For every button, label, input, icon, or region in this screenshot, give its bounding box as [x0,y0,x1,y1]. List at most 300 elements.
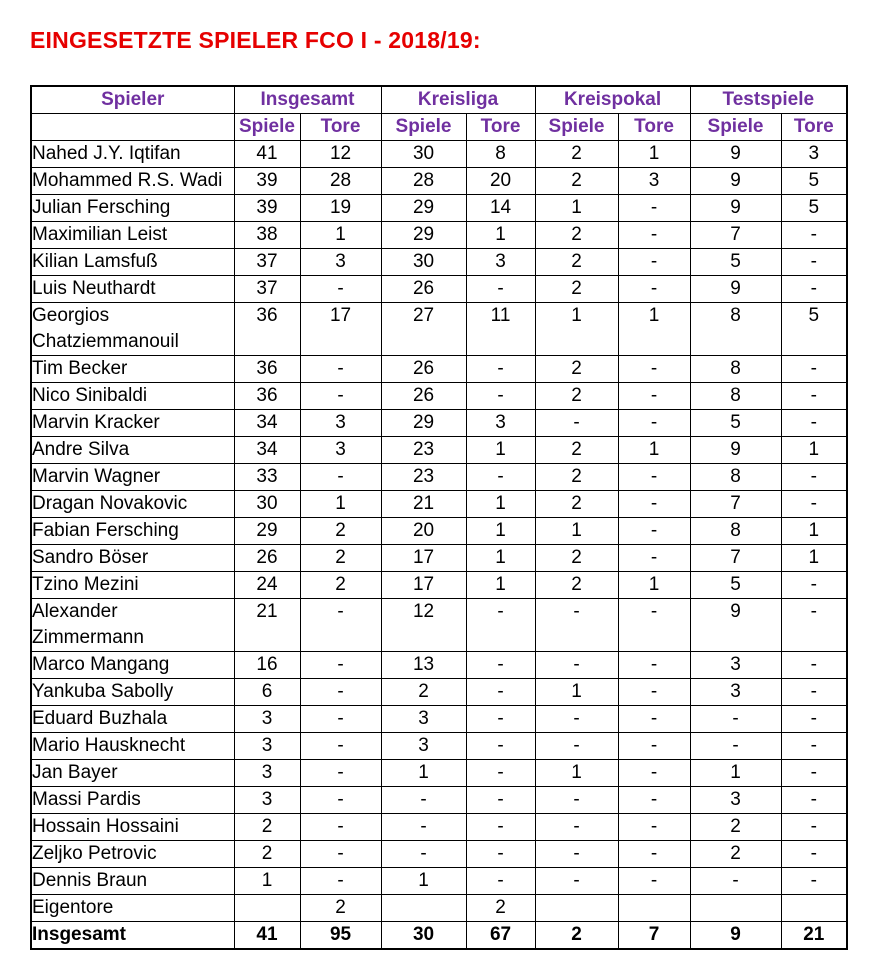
stat-cell: - [618,410,690,437]
stat-cell: - [781,706,847,733]
sub-header-tore-insgesamt: Tore [300,114,381,141]
table-row [31,841,847,868]
stat-cell: 2 [535,437,618,464]
stat-cell: - [300,276,381,303]
stat-cell: - [618,787,690,814]
stat-cell: 9 [690,276,781,303]
stat-cell: 7 [690,545,781,572]
stat-cell: 34 [234,410,300,437]
stat-cell: 3 [234,733,300,760]
stat-cell: 2 [535,168,618,195]
stat-cell: 13 [381,652,466,679]
stat-cell: - [466,679,535,706]
stat-cell: 1 [781,545,847,572]
sub-header-row [31,114,847,141]
stat-cell: - [618,464,690,491]
stat-cell: - [781,652,847,679]
stat-cell: - [781,868,847,895]
stat-cell: 14 [466,195,535,222]
stat-cell: 8 [690,464,781,491]
stat-cell: - [300,383,381,410]
stat-cell: - [781,410,847,437]
stat-cell: - [618,276,690,303]
header-testspiele: Testspiele [690,86,847,114]
stat-cell: 1 [618,141,690,168]
stat-cell: 2 [381,679,466,706]
stat-cell: - [618,599,690,652]
stat-cell: 39 [234,168,300,195]
stat-cell: 37 [234,249,300,276]
stat-cell: 2 [300,518,381,545]
stat-cell: 1 [535,303,618,356]
sub-header-spiele-insgesamt: Spiele [234,114,300,141]
stat-cell: 26 [381,356,466,383]
table-row [31,814,847,841]
stat-cell: 6 [234,679,300,706]
stat-cell: - [466,464,535,491]
stat-cell: - [300,787,381,814]
player-name-cell: Luis Neuthardt [31,276,234,303]
stat-cell: 5 [781,168,847,195]
player-name-cell: Jan Bayer [31,760,234,787]
stat-cell: - [300,706,381,733]
stat-cell: 27 [381,303,466,356]
stat-cell: - [535,706,618,733]
stat-cell: 20 [381,518,466,545]
player-name-cell: Nico Sinibaldi [31,383,234,410]
stat-cell: - [466,652,535,679]
stat-cell: 2 [535,464,618,491]
stat-cell [690,895,781,922]
stat-cell: 1 [300,491,381,518]
stat-cell: 9 [690,437,781,464]
stat-cell: 30 [381,141,466,168]
stat-cell: 95 [300,922,381,950]
stat-cell: - [618,814,690,841]
stat-cell: 12 [381,599,466,652]
table-row [31,518,847,545]
header-kreispokal: Kreispokal [535,86,690,114]
stat-cell: - [618,760,690,787]
stat-cell: 17 [381,572,466,599]
stat-cell: 2 [535,545,618,572]
stat-cell: 3 [234,760,300,787]
table-row [31,410,847,437]
player-name-cell: Nahed J.Y. Iqtifan [31,141,234,168]
sub-header-spiele-testspiele: Spiele [690,114,781,141]
table-row [31,303,847,356]
stat-cell: - [781,733,847,760]
player-name-cell: Massi Pardis [31,787,234,814]
stat-cell: - [466,841,535,868]
stat-cell: - [618,868,690,895]
stat-cell: 34 [234,437,300,464]
stat-cell: 17 [381,545,466,572]
stat-cell: - [781,249,847,276]
stat-cell: 3 [690,787,781,814]
stat-cell: 36 [234,383,300,410]
stat-cell: - [618,222,690,249]
table-row [31,760,847,787]
stat-cell [781,895,847,922]
stat-cell: - [781,383,847,410]
stat-cell: 1 [535,760,618,787]
stat-cell [618,895,690,922]
stat-cell: 36 [234,303,300,356]
stat-cell: 9 [690,195,781,222]
table-row [31,168,847,195]
group-header-row [31,86,847,114]
stat-cell: - [466,814,535,841]
stat-cell: 21 [781,922,847,950]
stat-cell: 8 [690,518,781,545]
stat-cell: - [618,679,690,706]
stat-cell: 3 [234,787,300,814]
stat-cell: 3 [300,437,381,464]
stat-cell: - [300,814,381,841]
stat-cell: - [781,491,847,518]
stat-cell: 17 [300,303,381,356]
stat-cell: 1 [466,437,535,464]
player-name-cell: Marvin Wagner [31,464,234,491]
stat-cell: - [535,733,618,760]
stat-cell: - [300,356,381,383]
stat-cell: - [618,841,690,868]
stat-cell: 1 [234,868,300,895]
sub-header-empty [31,114,234,141]
stat-cell: - [300,679,381,706]
sub-header-tore-kreisliga: Tore [466,114,535,141]
stat-cell [234,895,300,922]
table-row [31,599,847,652]
stat-cell: 7 [690,222,781,249]
stat-cell: 1 [466,545,535,572]
stat-cell: 1 [300,222,381,249]
stat-cell: 2 [535,491,618,518]
table-row [31,868,847,895]
stat-cell: 1 [690,760,781,787]
stat-cell: 5 [690,572,781,599]
player-name-cell: Yankuba Sabolly [31,679,234,706]
stat-cell: - [466,787,535,814]
stat-cell: 8 [690,356,781,383]
stat-cell: 33 [234,464,300,491]
player-name-cell: Fabian Fersching [31,518,234,545]
player-name-cell: Insgesamt [31,922,234,950]
stat-cell: 20 [466,168,535,195]
stat-cell: 3 [381,706,466,733]
stat-cell: 1 [781,518,847,545]
stat-cell: 29 [234,518,300,545]
page-title: EINGESETZTE SPIELER FCO I - 2018/19: [30,27,481,53]
stat-cell: - [781,841,847,868]
stat-cell: 9 [690,168,781,195]
player-name-cell: Tzino Mezini [31,572,234,599]
stat-cell: 30 [234,491,300,518]
stat-cell: 2 [535,249,618,276]
stat-cell: - [300,733,381,760]
stat-cell: 12 [300,141,381,168]
stat-cell: 5 [690,410,781,437]
stat-cell: 2 [300,572,381,599]
table-row [31,249,847,276]
stat-cell: - [618,652,690,679]
table-row [31,195,847,222]
stat-cell: - [781,222,847,249]
stat-cell: 38 [234,222,300,249]
stat-cell: 1 [466,222,535,249]
stat-cell: 2 [690,814,781,841]
stat-cell: 2 [300,895,381,922]
stat-cell: 1 [535,679,618,706]
table-row [31,545,847,572]
stat-cell: - [781,356,847,383]
stat-cell: 3 [381,733,466,760]
stat-cell: - [535,787,618,814]
stat-cell: 39 [234,195,300,222]
stat-cell: - [618,383,690,410]
stat-cell: - [618,195,690,222]
stat-cell: 2 [535,276,618,303]
stat-cell: 29 [381,410,466,437]
table-row [31,491,847,518]
player-name-cell: Dragan Novakovic [31,491,234,518]
stat-cell: 5 [690,249,781,276]
player-name-cell: Dennis Braun [31,868,234,895]
stat-cell: 1 [381,760,466,787]
totals-row [31,922,847,950]
table-row [31,652,847,679]
stat-cell: - [300,464,381,491]
table-row [31,383,847,410]
header-spieler: Spieler [31,86,234,114]
table-row [31,733,847,760]
stat-cell: 1 [381,868,466,895]
table-row [31,276,847,303]
stat-cell: 5 [781,195,847,222]
stat-cell: - [781,464,847,491]
stat-cell: 21 [234,599,300,652]
stat-cell: 2 [535,922,618,950]
stat-cell: - [300,599,381,652]
stat-cell: - [381,787,466,814]
stat-cell: 1 [618,572,690,599]
player-name-cell: Tim Becker [31,356,234,383]
header-kreisliga: Kreisliga [381,86,535,114]
stat-cell: 26 [381,383,466,410]
stat-cell: - [781,572,847,599]
player-name-cell: Alexander Zimmermann [31,599,234,652]
stat-cell: - [618,249,690,276]
stat-cell: - [690,706,781,733]
stat-cell: 2 [234,814,300,841]
stat-cell: - [535,410,618,437]
player-name-cell: Zeljko Petrovic [31,841,234,868]
stat-cell: 28 [300,168,381,195]
player-table-body [31,141,847,950]
sub-header-tore-kreispokal: Tore [618,114,690,141]
stat-cell: 7 [690,491,781,518]
player-name-cell: Maximilian Leist [31,222,234,249]
sub-header-tore-testspiele: Tore [781,114,847,141]
stat-cell: - [618,706,690,733]
stat-cell: 67 [466,922,535,950]
stat-cell: 2 [300,545,381,572]
stat-cell: 29 [381,222,466,249]
stat-cell: - [466,868,535,895]
players-table [30,85,848,950]
stat-cell: - [466,383,535,410]
player-name-cell: Kilian Lamsfuß [31,249,234,276]
stat-cell: - [381,814,466,841]
stat-cell: 1 [535,195,618,222]
stat-cell: 1 [618,437,690,464]
stat-cell: 2 [234,841,300,868]
stat-cell: 8 [690,303,781,356]
stat-cell: - [618,356,690,383]
stat-cell: - [300,841,381,868]
stat-cell: 1 [466,491,535,518]
stat-cell: 11 [466,303,535,356]
table-row [31,141,847,168]
stat-cell: 1 [535,518,618,545]
stat-cell: 1 [618,303,690,356]
player-name-cell: Julian Fersching [31,195,234,222]
stat-cell: - [781,760,847,787]
stat-cell: 2 [535,141,618,168]
stat-cell: - [690,868,781,895]
stat-cell: 3 [466,410,535,437]
table-row [31,222,847,249]
stat-cell: - [535,652,618,679]
stat-cell: 24 [234,572,300,599]
stat-cell [381,895,466,922]
stat-cell: 23 [381,464,466,491]
stat-cell: 2 [690,841,781,868]
stat-cell: 3 [690,679,781,706]
stat-cell: 1 [781,437,847,464]
stat-cell: - [535,814,618,841]
stat-cell: 16 [234,652,300,679]
stat-cell: - [781,679,847,706]
stat-cell: 36 [234,356,300,383]
table-row [31,679,847,706]
stat-cell: - [618,733,690,760]
stat-cell: 8 [690,383,781,410]
table-row [31,572,847,599]
stat-cell: - [466,276,535,303]
stat-cell: - [466,599,535,652]
stat-cell: 29 [381,195,466,222]
stat-cell: 2 [535,222,618,249]
stat-cell: - [466,733,535,760]
stat-cell: 26 [381,276,466,303]
stat-cell: 37 [234,276,300,303]
stat-cell: 3 [300,249,381,276]
player-name-cell: Hossain Hossaini [31,814,234,841]
player-name-cell: Mario Hausknecht [31,733,234,760]
stat-cell: - [535,868,618,895]
stat-cell: - [618,545,690,572]
player-name-cell: Eduard Buzhala [31,706,234,733]
stat-cell: 2 [535,356,618,383]
stat-cell: - [535,841,618,868]
table-row [31,437,847,464]
stat-cell: 2 [535,572,618,599]
stat-cell: - [781,814,847,841]
own-goals-row [31,895,847,922]
stat-cell: 3 [466,249,535,276]
stat-cell: - [381,841,466,868]
stat-cell: 30 [381,922,466,950]
stat-cell: - [466,356,535,383]
player-name-cell: Andre Silva [31,437,234,464]
stat-cell: 3 [690,652,781,679]
stat-cell: 8 [466,141,535,168]
stat-cell: 19 [300,195,381,222]
player-name-cell: Marvin Kracker [31,410,234,437]
stat-cell: 3 [618,168,690,195]
stat-cell: 23 [381,437,466,464]
stat-cell: 5 [781,303,847,356]
stat-cell: - [466,760,535,787]
stat-cell: - [781,787,847,814]
sub-header-spiele-kreispokal: Spiele [535,114,618,141]
stat-cell: 9 [690,922,781,950]
stat-cell: - [618,518,690,545]
sub-header-spiele-kreisliga: Spiele [381,114,466,141]
stat-cell: - [300,760,381,787]
player-name-cell: Mohammed R.S. Wadi [31,168,234,195]
stat-cell: 26 [234,545,300,572]
stat-cell: - [781,276,847,303]
stat-cell: 3 [300,410,381,437]
stat-cell: 41 [234,922,300,950]
stat-cell: - [300,652,381,679]
stat-cell: 3 [234,706,300,733]
stat-cell: 30 [381,249,466,276]
table-row [31,706,847,733]
player-name-cell: Georgios Chatziemmanouil [31,303,234,356]
stat-cell: - [781,599,847,652]
stat-cell: 7 [618,922,690,950]
stat-cell: 28 [381,168,466,195]
header-insgesamt: Insgesamt [234,86,381,114]
stat-cell: 2 [535,383,618,410]
stat-cell [535,895,618,922]
table-row [31,464,847,491]
table-header [31,86,847,141]
stat-cell: 41 [234,141,300,168]
stat-cell: - [300,868,381,895]
stat-cell: 3 [781,141,847,168]
table-row [31,787,847,814]
stat-cell: - [690,733,781,760]
stat-cell: 21 [381,491,466,518]
stat-cell: 9 [690,141,781,168]
stat-cell: 1 [466,572,535,599]
player-name-cell: Eigentore [31,895,234,922]
player-name-cell: Marco Mangang [31,652,234,679]
player-name-cell: Sandro Böser [31,545,234,572]
stat-cell: - [535,599,618,652]
stat-cell: 2 [466,895,535,922]
stat-cell: - [618,491,690,518]
table-row [31,356,847,383]
stat-cell: - [466,706,535,733]
stat-cell: 9 [690,599,781,652]
stat-cell: 1 [466,518,535,545]
